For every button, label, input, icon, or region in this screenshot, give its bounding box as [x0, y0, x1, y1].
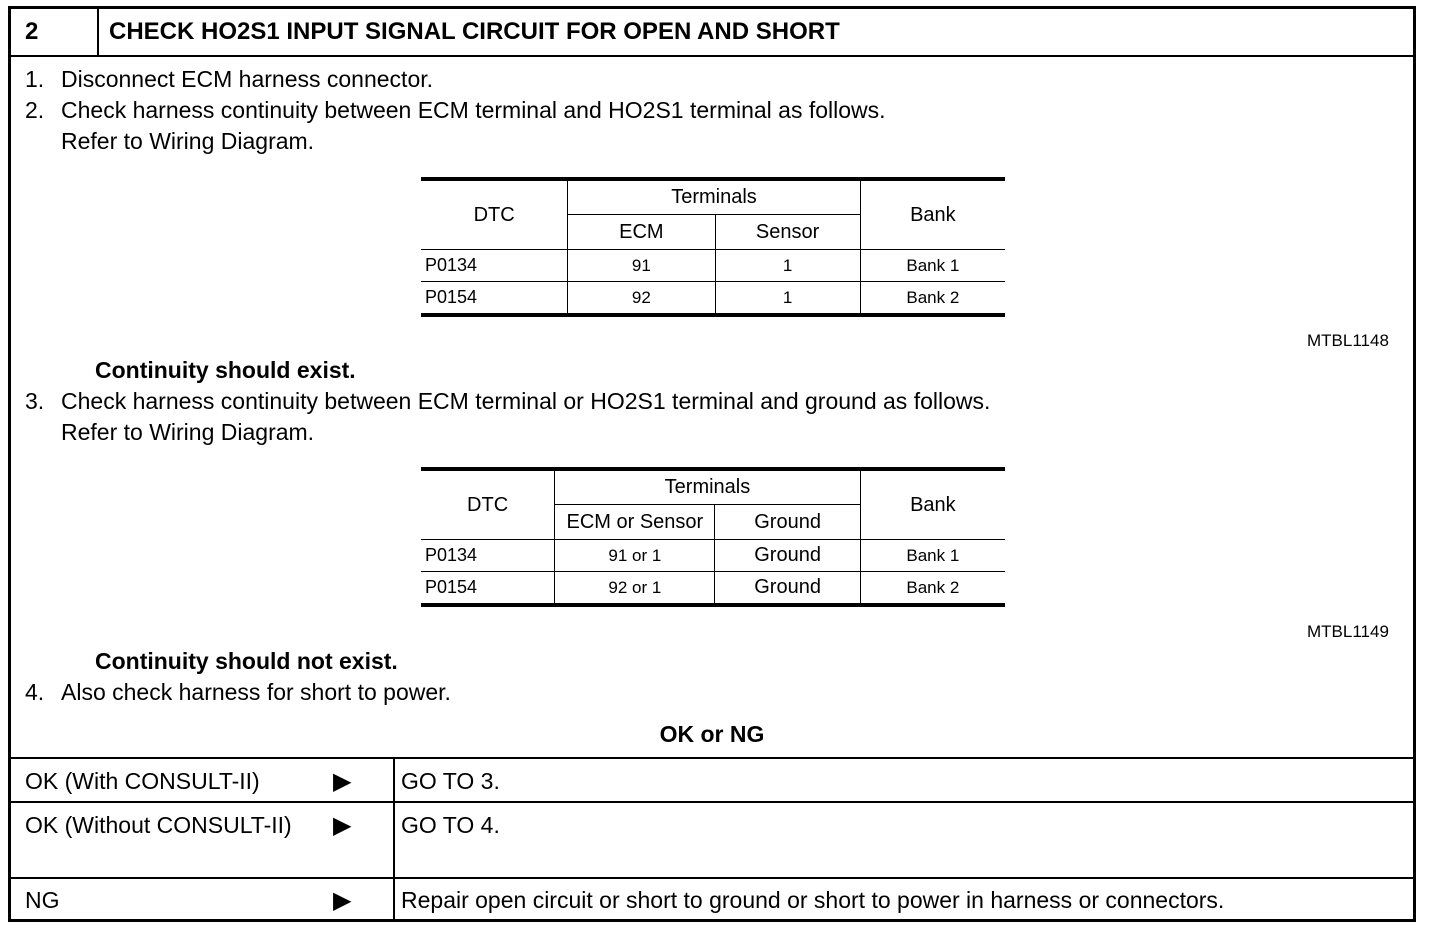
result-divider [393, 879, 395, 919]
result-divider [393, 759, 395, 801]
instruction-number: 2. [25, 97, 45, 123]
header-dtc: DTC [421, 179, 568, 250]
header-terminals: Terminals [568, 179, 860, 215]
instruction-text: Also check harness for short to power. [61, 679, 451, 705]
cell-dtc: P0154 [421, 572, 555, 606]
step-number: 2 [11, 9, 99, 55]
cell-dtc: P0134 [421, 250, 568, 282]
cell-ecm: 92 [568, 282, 715, 316]
result-action: GO TO 3. [401, 768, 500, 794]
cell-bank: Bank 1 [860, 540, 1005, 572]
cell-ground: Ground [715, 572, 860, 606]
header-sensor: Sensor [715, 215, 860, 250]
header-bank: Bank [860, 469, 1005, 540]
cell-sensor: 1 [715, 250, 860, 282]
result-label: OK (Without CONSULT-II) [25, 812, 292, 838]
result-action: GO TO 4. [401, 812, 500, 838]
instruction-3 [25, 387, 990, 415]
cell-bank: Bank 1 [860, 250, 1005, 282]
header-ground: Ground [715, 505, 860, 540]
result-row-ok-without-consult [11, 801, 1413, 877]
result-row-ok-with-consult [11, 757, 1413, 801]
cell-dtc: P0134 [421, 540, 555, 572]
arrow-right-icon: ▶ [333, 812, 352, 839]
step-header [11, 9, 1413, 57]
header-ecm-or-sensor: ECM or Sensor [555, 505, 715, 540]
cell-bank: Bank 2 [860, 572, 1005, 606]
ok-ng-heading: OK or NG [659, 721, 765, 747]
header-ecm: ECM [568, 215, 715, 250]
continuity-table-1 [421, 177, 1005, 317]
result-label: NG [25, 887, 60, 913]
table-1-ref: MTBL1148 [1307, 331, 1389, 350]
cell-dtc: P0154 [421, 282, 568, 316]
continuity-table-2 [421, 467, 1005, 607]
instruction-3-sub: Refer to Wiring Diagram. [61, 419, 315, 445]
instruction-number: 1. [25, 66, 45, 92]
result-divider [393, 803, 395, 877]
result-action: Repair open circuit or short to ground or short to power in harness or connectors. [401, 887, 1225, 913]
cell-bank: Bank 2 [860, 282, 1005, 316]
cell-ecm-or-sensor: 91 or 1 [555, 540, 715, 572]
header-dtc: DTC [421, 469, 555, 540]
instruction-2-sub: Refer to Wiring Diagram. [61, 128, 315, 154]
instruction-text: Check harness continuity between ECM terminal and HO2S1 terminal as follows. [61, 97, 886, 123]
procedure-frame [8, 6, 1416, 922]
step-title: CHECK HO2S1 INPUT SIGNAL CIRCUIT FOR OPEN AND SHORT [109, 18, 840, 45]
cell-ground: Ground [715, 540, 860, 572]
continuity-note-1: Continuity should exist. [95, 357, 356, 383]
instruction-number: 4. [25, 679, 45, 705]
result-row-ng [11, 877, 1413, 919]
instruction-text: Disconnect ECM harness connector. [61, 66, 434, 92]
result-label: OK (With CONSULT-II) [25, 768, 260, 794]
instruction-4 [25, 678, 451, 706]
arrow-right-icon: ▶ [333, 887, 352, 914]
continuity-note-2: Continuity should not exist. [95, 648, 398, 674]
cell-sensor: 1 [715, 282, 860, 316]
instruction-1 [25, 65, 433, 93]
table-2-ref: MTBL1149 [1307, 622, 1389, 641]
header-terminals: Terminals [555, 469, 861, 505]
cell-ecm: 91 [568, 250, 715, 282]
instruction-text: Check harness continuity between ECM terminal or HO2S1 terminal and ground as follows. [61, 388, 991, 414]
arrow-right-icon: ▶ [333, 768, 352, 795]
cell-ecm-or-sensor: 92 or 1 [555, 572, 715, 606]
instruction-number: 3. [25, 388, 45, 414]
header-bank: Bank [860, 179, 1005, 250]
instruction-2 [25, 96, 886, 124]
